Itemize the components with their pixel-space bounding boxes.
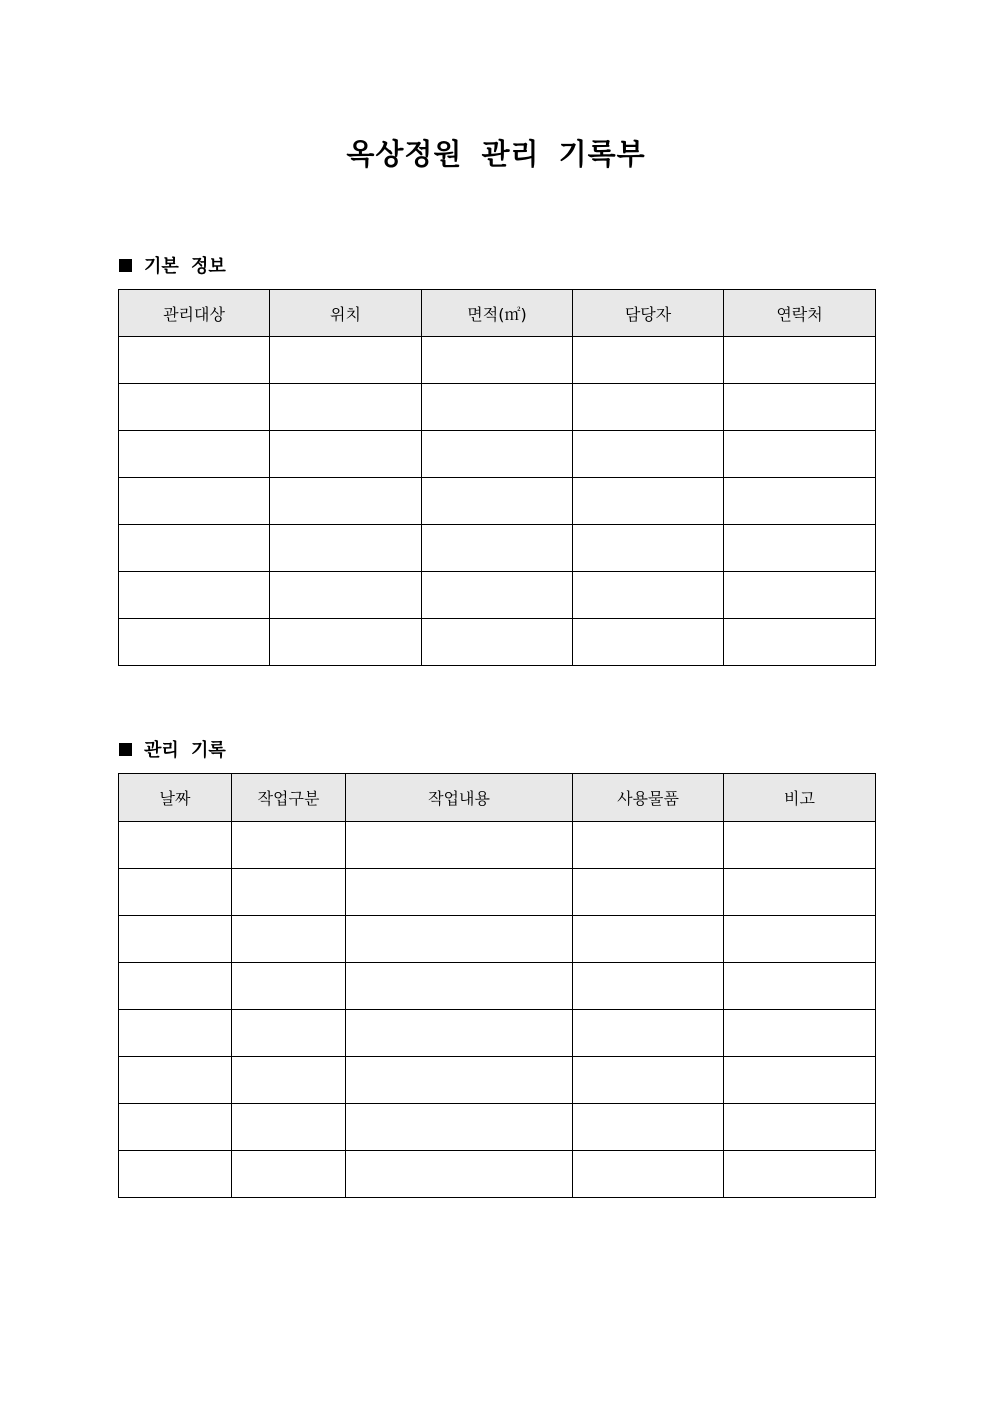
- table-row: [119, 337, 876, 384]
- table-cell[interactable]: [724, 869, 876, 916]
- table-cell[interactable]: [422, 431, 573, 478]
- table-cell[interactable]: [119, 478, 270, 525]
- table-cell[interactable]: [573, 478, 724, 525]
- table-cell[interactable]: [724, 619, 876, 666]
- basic-info-table: [118, 289, 876, 666]
- table-row: [119, 1010, 876, 1057]
- table-cell[interactable]: [573, 1010, 724, 1057]
- table-row: [119, 525, 876, 572]
- table-header-row: [119, 774, 876, 822]
- table-cell[interactable]: [573, 431, 724, 478]
- table-cell[interactable]: [422, 619, 573, 666]
- table-cell[interactable]: [119, 1057, 232, 1104]
- square-bullet-icon: [119, 743, 132, 756]
- square-bullet-icon: [119, 259, 132, 272]
- column-header: 담당자: [573, 290, 724, 337]
- page-title: 옥상정원 관리 기록부: [346, 137, 646, 171]
- table-cell[interactable]: [346, 963, 573, 1010]
- table-cell[interactable]: [573, 916, 724, 963]
- table-cell[interactable]: [270, 431, 422, 478]
- table-cell[interactable]: [724, 963, 876, 1010]
- table-cell[interactable]: [724, 1104, 876, 1151]
- table-cell[interactable]: [724, 384, 876, 431]
- column-header: 날짜: [119, 774, 232, 822]
- table-row: [119, 1104, 876, 1151]
- table-cell[interactable]: [232, 1010, 346, 1057]
- table-cell[interactable]: [422, 478, 573, 525]
- table-cell[interactable]: [119, 963, 232, 1010]
- table-cell[interactable]: [724, 572, 876, 619]
- column-header: 위치: [270, 290, 422, 337]
- table-cell[interactable]: [270, 337, 422, 384]
- table-cell[interactable]: [573, 525, 724, 572]
- table-cell[interactable]: [724, 478, 876, 525]
- table-cell[interactable]: [270, 572, 422, 619]
- table-cell[interactable]: [119, 431, 270, 478]
- table-cell[interactable]: [573, 1104, 724, 1151]
- table-cell[interactable]: [232, 822, 346, 869]
- column-header: 관리대상: [119, 290, 270, 337]
- table-cell[interactable]: [119, 525, 270, 572]
- table-cell[interactable]: [119, 572, 270, 619]
- table-cell[interactable]: [119, 1010, 232, 1057]
- table-cell[interactable]: [422, 384, 573, 431]
- table-row: [119, 384, 876, 431]
- column-header: 작업구분: [232, 774, 346, 822]
- table-cell[interactable]: [573, 869, 724, 916]
- table-cell[interactable]: [232, 916, 346, 963]
- table-cell[interactable]: [119, 916, 232, 963]
- table-cell[interactable]: [573, 963, 724, 1010]
- table-row: [119, 916, 876, 963]
- table-cell[interactable]: [346, 1151, 573, 1198]
- table-cell[interactable]: [270, 525, 422, 572]
- table-cell[interactable]: [119, 619, 270, 666]
- table-cell[interactable]: [270, 478, 422, 525]
- table-cell[interactable]: [573, 337, 724, 384]
- column-header: 면적(㎡): [422, 290, 573, 337]
- column-header: 비고: [724, 774, 876, 822]
- table-cell[interactable]: [422, 337, 573, 384]
- table-header-row: [119, 290, 876, 337]
- table-cell[interactable]: [422, 525, 573, 572]
- table-cell[interactable]: [346, 1010, 573, 1057]
- table-cell[interactable]: [119, 1151, 232, 1198]
- table-cell[interactable]: [119, 1104, 232, 1151]
- management-record-table: [118, 773, 876, 1198]
- column-header: 작업내용: [346, 774, 573, 822]
- table-cell[interactable]: [346, 1104, 573, 1151]
- section-heading-text: 관리 기록: [144, 740, 226, 761]
- table-cell[interactable]: [346, 822, 573, 869]
- table-cell[interactable]: [724, 822, 876, 869]
- table-row: [119, 963, 876, 1010]
- table-cell[interactable]: [346, 1057, 573, 1104]
- table-cell[interactable]: [573, 1151, 724, 1198]
- table-cell[interactable]: [232, 963, 346, 1010]
- table-cell[interactable]: [346, 916, 573, 963]
- table-cell[interactable]: [724, 431, 876, 478]
- table-row: [119, 431, 876, 478]
- table-cell[interactable]: [724, 1057, 876, 1104]
- table-cell[interactable]: [232, 1151, 346, 1198]
- table-cell[interactable]: [232, 869, 346, 916]
- table-cell[interactable]: [270, 619, 422, 666]
- table-cell[interactable]: [346, 869, 573, 916]
- table-cell[interactable]: [119, 822, 232, 869]
- table-cell[interactable]: [724, 1151, 876, 1198]
- table-cell[interactable]: [573, 1057, 724, 1104]
- table-cell[interactable]: [270, 384, 422, 431]
- table-cell[interactable]: [724, 525, 876, 572]
- table-row: [119, 869, 876, 916]
- section-heading-basic-info: [119, 253, 226, 277]
- table-cell[interactable]: [573, 822, 724, 869]
- column-header: 사용물품: [573, 774, 724, 822]
- table-row: [119, 1151, 876, 1198]
- table-row: [119, 1057, 876, 1104]
- table-row: [119, 822, 876, 869]
- section-heading-management-record: [119, 737, 226, 761]
- table-cell[interactable]: [232, 1057, 346, 1104]
- section-heading-text: 기본 정보: [144, 256, 226, 277]
- table-cell[interactable]: [119, 337, 270, 384]
- table-cell[interactable]: [119, 869, 232, 916]
- table-cell[interactable]: [422, 572, 573, 619]
- table-row: [119, 478, 876, 525]
- table-cell[interactable]: [119, 384, 270, 431]
- table-cell[interactable]: [724, 337, 876, 384]
- table-row: [119, 572, 876, 619]
- table-cell[interactable]: [232, 1104, 346, 1151]
- table-cell[interactable]: [573, 384, 724, 431]
- table-cell[interactable]: [724, 916, 876, 963]
- table-cell[interactable]: [573, 572, 724, 619]
- table-cell[interactable]: [573, 619, 724, 666]
- column-header: 연락처: [724, 290, 876, 337]
- table-row: [119, 619, 876, 666]
- table-cell[interactable]: [724, 1010, 876, 1057]
